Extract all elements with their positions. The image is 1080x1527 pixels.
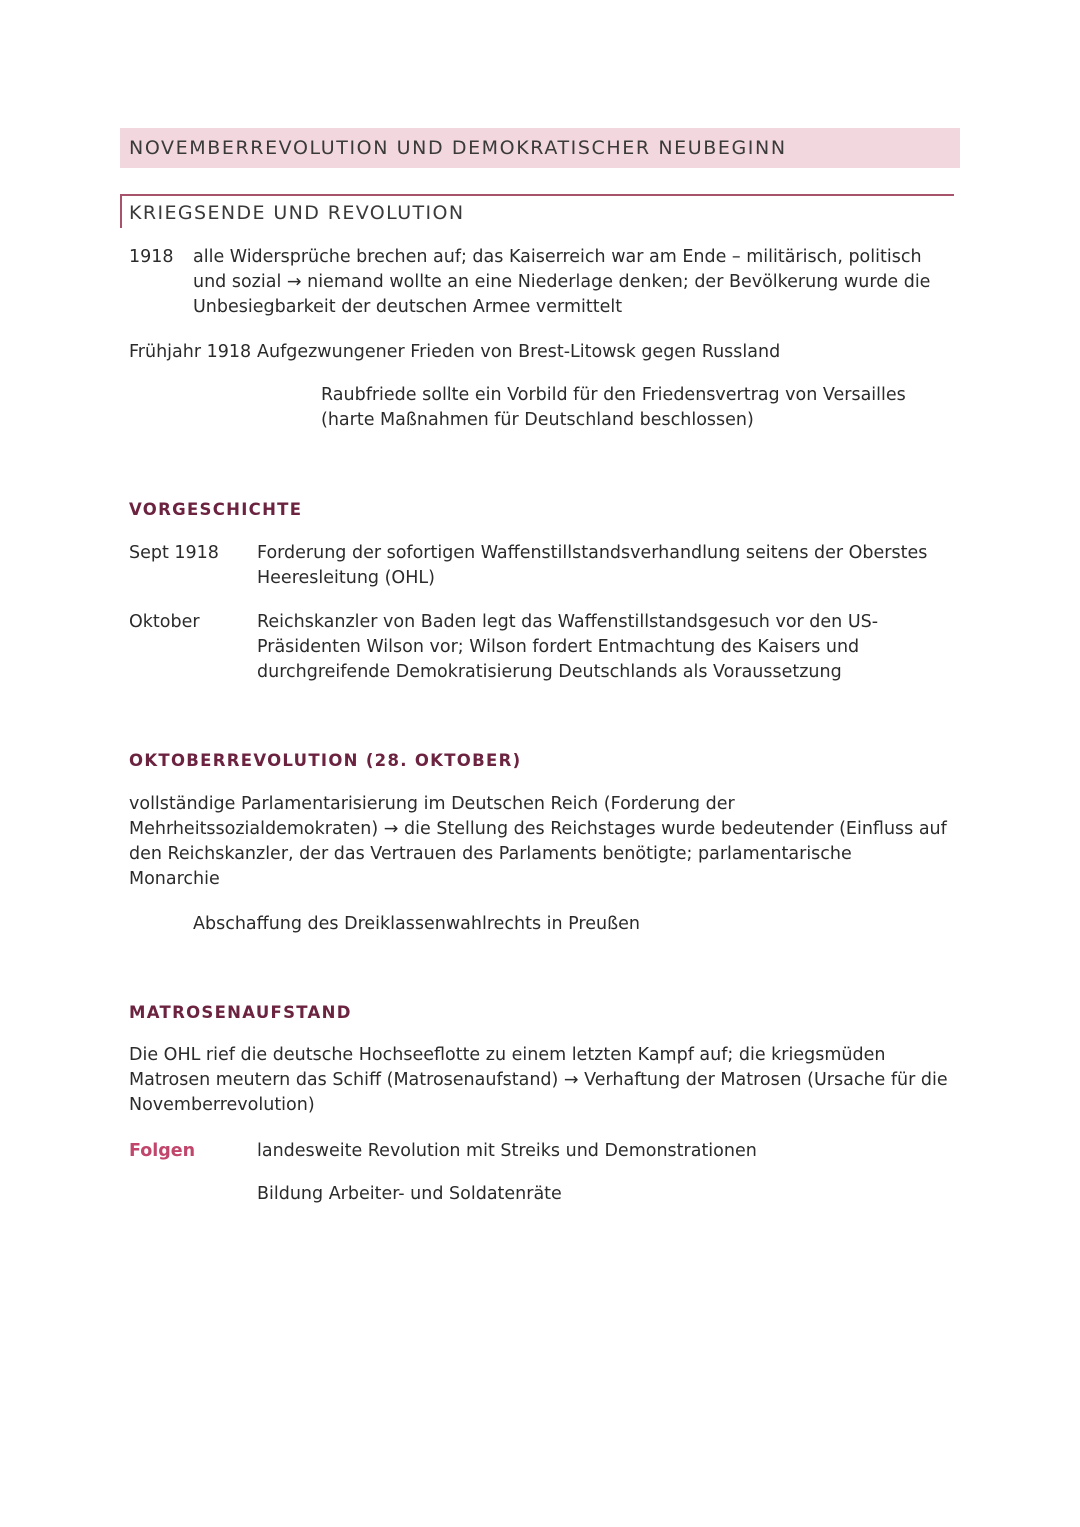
text-raubfriede-line-1: Raubfriede sollte ein Vorbild für den Friedensvertrag von Versailles [321,385,906,405]
heading-oktoberrevolution: OKTOBERREVOLUTION (28. OKTOBER) [129,751,522,770]
text-oktober-line-2: Präsidenten Wilson vor; Wilson fordert Entmachtung des Kaisers und [257,637,860,657]
text-oktoberrev-line-2: Mehrheitssozialdemokraten) → die Stellung des Reichstages wurde bedeutender (Einfluss auf [129,819,947,839]
text-sept-line-1: Forderung der sofortigen Waffenstillstandsverhandlung seitens der Oberstes [257,543,928,563]
section-rule [120,194,954,196]
text-sept-line-2: Heeresleitung (OHL) [257,568,435,588]
text-oktoberrev-line-1: vollständige Parlamentarisierung im Deutschen Reich (Forderung der [129,794,735,814]
date-sept-1918: Sept 1918 [129,543,219,563]
text-folgen-1: landesweite Revolution mit Streiks und Demonstrationen [257,1141,757,1161]
text-oktoberrev-line-3: den Reichskanzler, der das Vertrauen des Parlaments benötigte; parlamentarische [129,844,852,864]
text-fruehjahr: Aufgezwungener Frieden von Brest-Litowsk gegen Russland [257,342,781,362]
section-title: KRIEGSENDE UND REVOLUTION [129,202,465,224]
text-oktoberrev-line-4: Monarchie [129,869,220,889]
text-1918-line-1: alle Widersprüche brechen auf; das Kaiserreich war am Ende – militärisch, politisch [193,247,922,267]
text-oktober-line-1: Reichskanzler von Baden legt das Waffenstillstandsgesuch vor den US- [257,612,879,632]
heading-vorgeschichte: VORGESCHICHTE [129,500,303,519]
text-dreiklassenwahlrecht: Abschaffung des Dreiklassenwahlrechts in Preußen [193,914,640,934]
text-matrosen-line-1: Die OHL rief die deutsche Hochseeflotte zu einem letzten Kampf auf; die kriegsmüden [129,1045,886,1065]
text-1918-line-2: und sozial → niemand wollte an eine Niederlage denken; der Bevölkerung wurde die [193,272,931,292]
section-rule-left [120,194,122,228]
heading-matrosenaufstand: MATROSENAUFSTAND [129,1003,352,1022]
text-folgen-2: Bildung Arbeiter- und Soldatenräte [257,1184,562,1204]
date-1918: 1918 [129,247,174,267]
text-raubfriede-line-2: (harte Maßnahmen für Deutschland beschlossen) [321,410,754,430]
label-folgen: Folgen [129,1141,196,1161]
text-1918-line-3: Unbesiegbarkeit der deutschen Armee vermittelt [193,297,623,317]
text-matrosen-line-3: Novemberrevolution) [129,1095,315,1115]
date-fruehjahr-1918: Frühjahr 1918 [129,342,252,362]
text-matrosen-line-2: Matrosen meutern das Schiff (Matrosenaufstand) → Verhaftung der Matrosen (Ursache für die [129,1070,948,1090]
date-oktober: Oktober [129,612,200,632]
text-oktober-line-3: durchgreifende Demokratisierung Deutschlands als Voraussetzung [257,662,842,682]
page-title: NOVEMBERREVOLUTION UND DEMOKRATISCHER NEUBEGINN [129,137,787,159]
